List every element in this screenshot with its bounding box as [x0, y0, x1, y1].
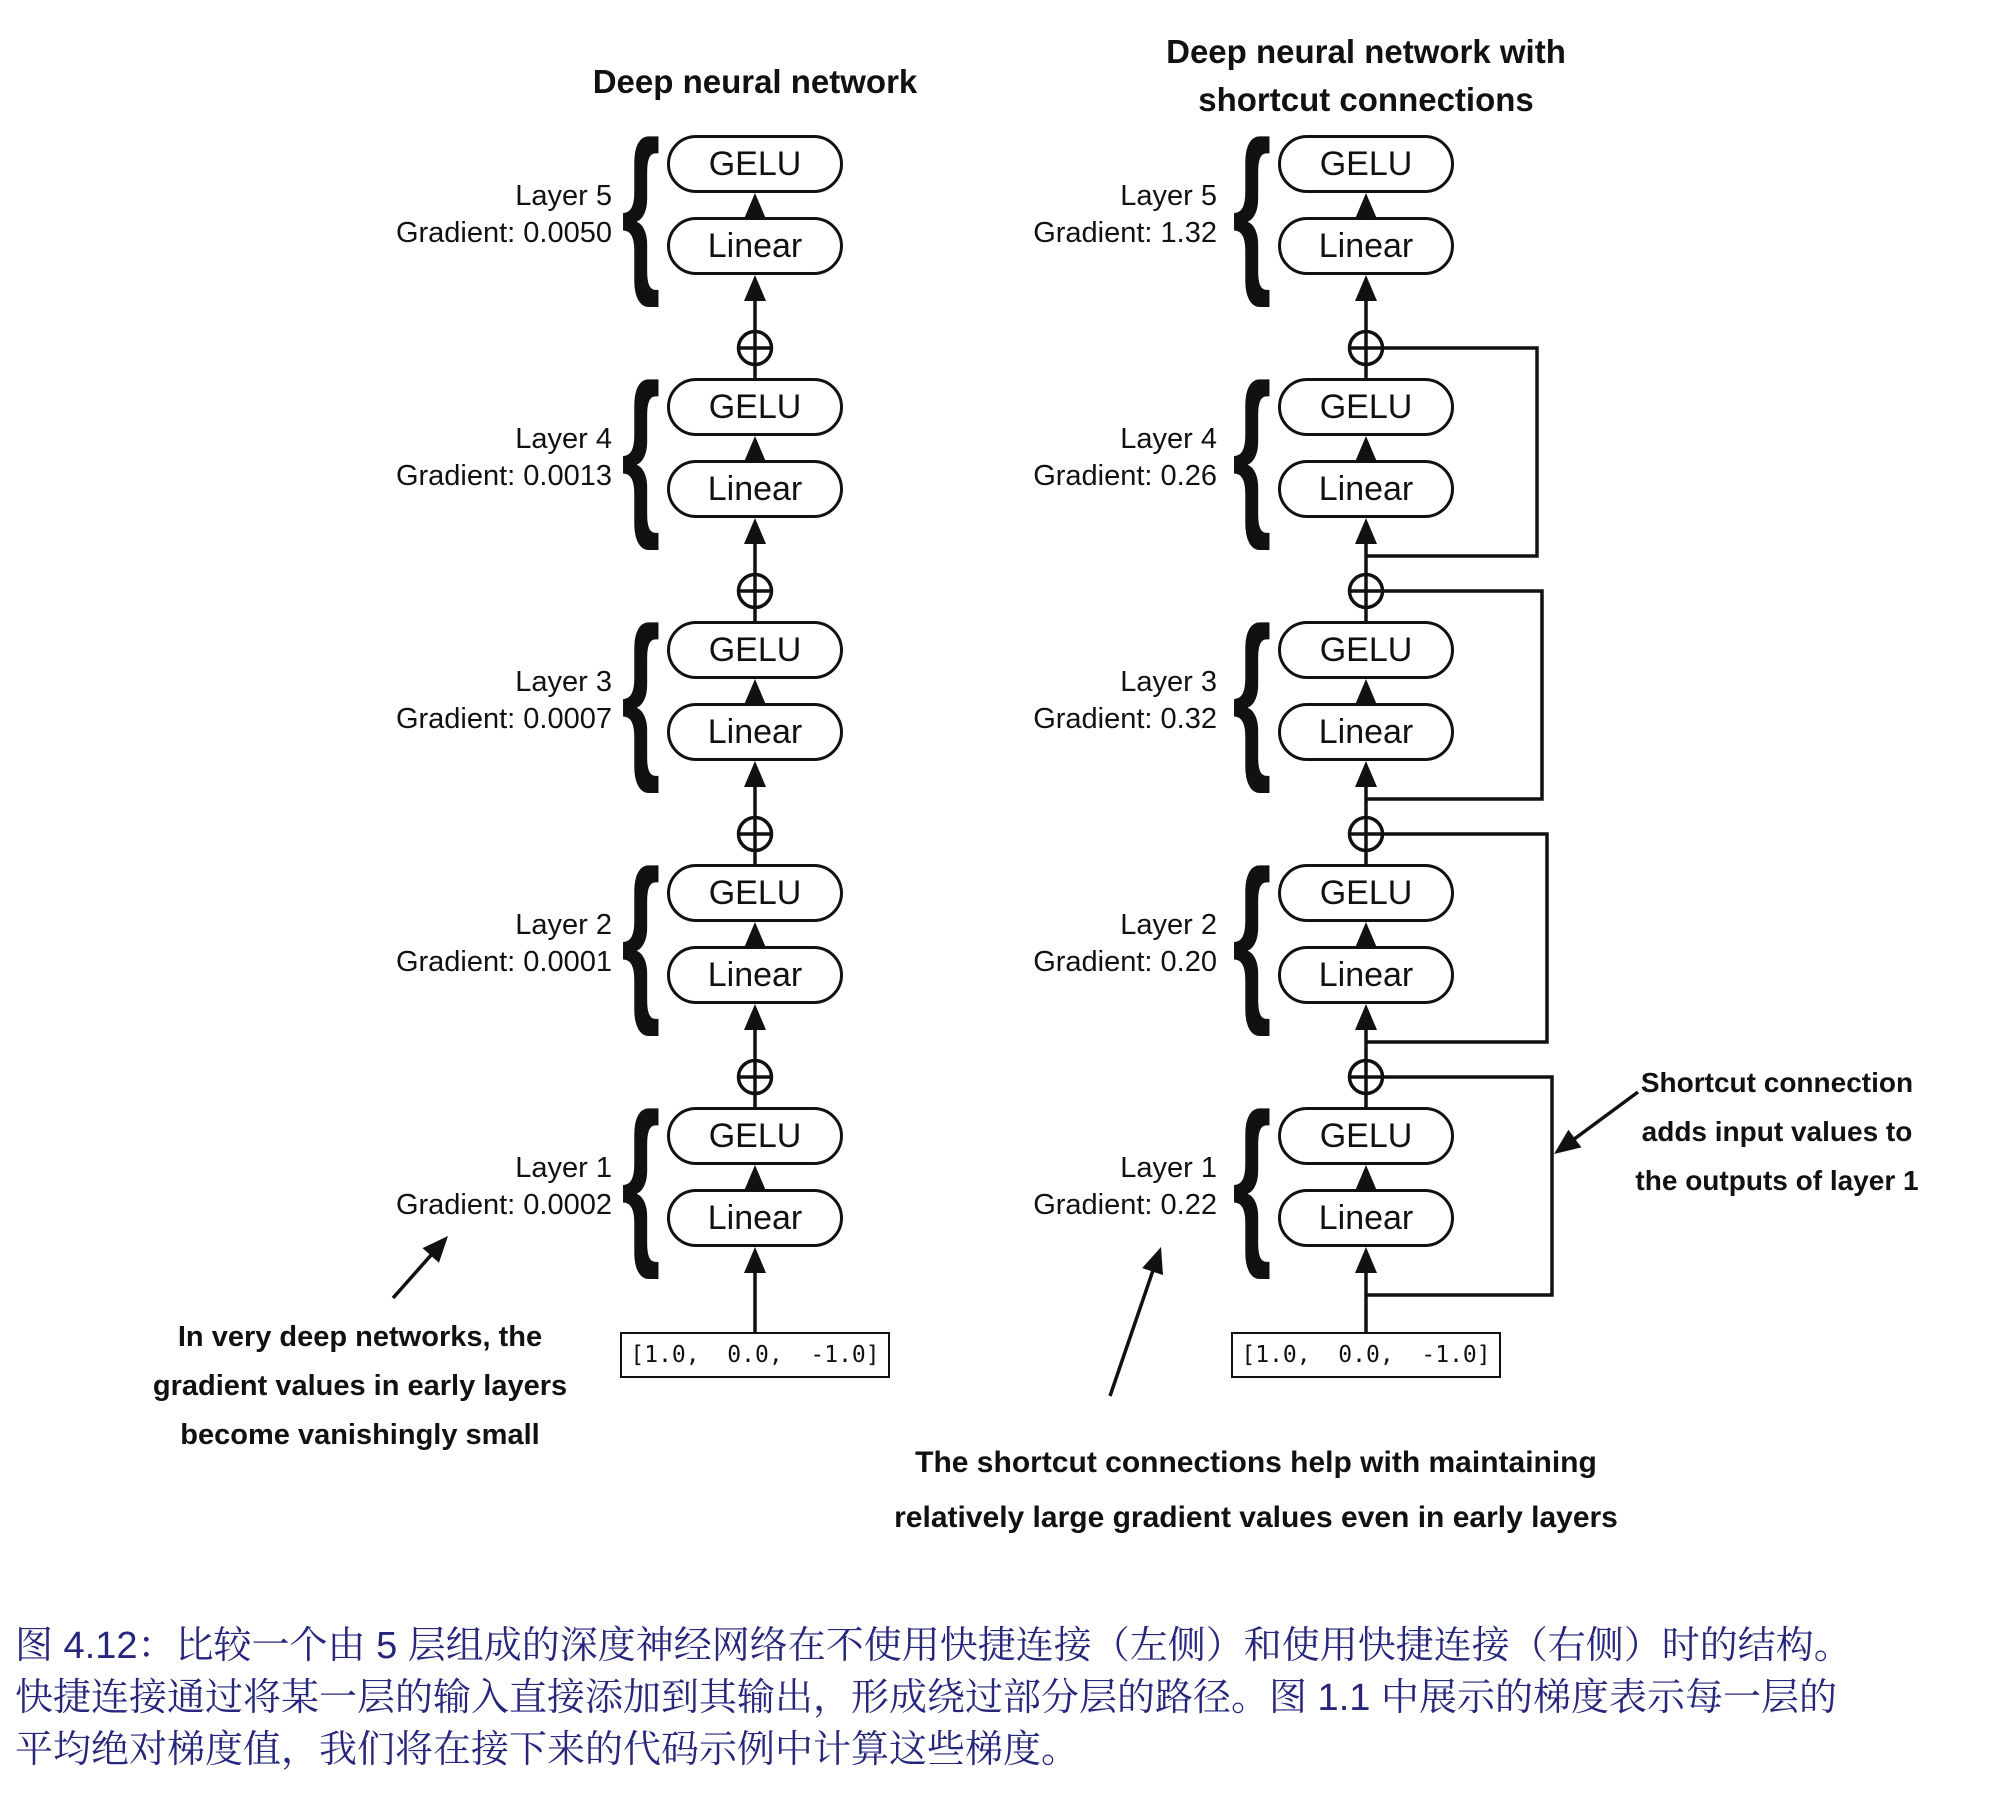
- layer-brace: {: [621, 831, 661, 1037]
- arrow-up-icon: [744, 193, 766, 219]
- arrow-up-icon: [744, 518, 766, 544]
- layer-brace: {: [1232, 588, 1272, 794]
- gradient-value-label: Gradient: 0.26: [1033, 460, 1217, 492]
- layer-brace: {: [621, 1074, 661, 1280]
- gradient-value-label: Gradient: 0.22: [1033, 1189, 1217, 1221]
- left-network-title: Deep neural network: [592, 63, 918, 100]
- right-layer-label-group: [1033, 907, 1217, 981]
- arrow-up-icon: [744, 436, 766, 462]
- arrow-up-icon: [1355, 436, 1377, 462]
- arrow-up-icon: [1355, 275, 1377, 301]
- right-gelu-box: GELU: [1278, 1107, 1454, 1165]
- right-gelu-box: GELU: [1278, 135, 1454, 193]
- layer-brace: {: [1232, 831, 1272, 1037]
- right-linear-box: Linear: [1278, 460, 1454, 518]
- layer-label: Layer 3: [1120, 666, 1217, 698]
- layer-label: Layer 4: [1120, 423, 1217, 455]
- layer-label: Layer 2: [515, 909, 612, 941]
- layer-brace: {: [621, 345, 661, 551]
- left-linear-box: Linear: [667, 217, 843, 275]
- annotation-line: Shortcut connection: [1640, 1067, 1914, 1098]
- large-gradient-annotation: [656, 1435, 1856, 1545]
- right-gelu-box: GELU: [1278, 864, 1454, 922]
- arrow-up-icon: [1355, 1004, 1377, 1030]
- layer-brace: {: [1232, 1074, 1272, 1280]
- arrow-up-icon: [1355, 922, 1377, 948]
- gradient-value-label: Gradient: 0.0001: [395, 946, 612, 978]
- right-layer-label-group: [1033, 1150, 1217, 1224]
- arrow-up-icon: [744, 1165, 766, 1191]
- layer-brace: {: [621, 588, 661, 794]
- layer-brace: {: [1232, 345, 1272, 551]
- layer-label: Layer 5: [515, 180, 612, 212]
- arrow-up-icon: [744, 679, 766, 705]
- arrow-up-icon: [1355, 679, 1377, 705]
- annotation-line: become vanishingly small: [180, 1419, 540, 1451]
- left-gelu-box: GELU: [667, 1107, 843, 1165]
- left-gelu-box: GELU: [667, 135, 843, 193]
- annotation-line: relatively large gradient values even in early layers: [894, 1501, 1618, 1534]
- caption-line: 图 4.12：比较一个由 5 层组成的深度神经网络在不使用快捷连接（左侧）和使用快捷连接（右侧）时的结构。: [15, 1625, 1852, 1667]
- annotation-line: adds input values to: [1641, 1116, 1913, 1147]
- right-linear-box: Linear: [1278, 217, 1454, 275]
- arrow-up-icon: [744, 922, 766, 948]
- right-network-title-line2: shortcut connections: [1198, 81, 1534, 118]
- left-layer-label-group: [396, 907, 612, 981]
- large-gradient-annotation-arrow-shaft: [1110, 1266, 1155, 1396]
- right-network-title-line1: Deep neural network with: [1166, 33, 1566, 70]
- layer-label: Layer 5: [1120, 180, 1217, 212]
- arrow-up-icon: [744, 275, 766, 301]
- left-gelu-box: GELU: [667, 621, 843, 679]
- vanishing-gradient-annotation: [50, 1313, 670, 1460]
- annotation-line: The shortcut connections help with maintaining: [915, 1446, 1597, 1479]
- annotation-line: gradient values in early layers: [152, 1370, 568, 1402]
- annotation-line: the outputs of layer 1: [1635, 1165, 1919, 1196]
- left-linear-box: Linear: [667, 946, 843, 1004]
- layer-label: Layer 1: [1120, 1152, 1217, 1184]
- right-layer-label-group: [1033, 664, 1217, 738]
- left-input-vector-box: [1.0, 0.0, -1.0]: [620, 1332, 890, 1378]
- layer-label: Layer 3: [515, 666, 612, 698]
- left-layer-label-group: [396, 178, 612, 252]
- left-linear-box: Linear: [667, 703, 843, 761]
- shortcut-connection-annotation: [1557, 1058, 1997, 1205]
- left-linear-box: Linear: [667, 1189, 843, 1247]
- gradient-value-label: Gradient: 0.0013: [395, 460, 612, 492]
- layer-label: Layer 1: [515, 1152, 612, 1184]
- gradient-value-label: Gradient: 0.20: [1033, 946, 1217, 978]
- caption-line: 平均绝对梯度值，我们将在接下来的代码示例中计算这些梯度。: [15, 1729, 1080, 1771]
- arrow-up-icon: [744, 761, 766, 787]
- arrow-up-icon: [1355, 761, 1377, 787]
- right-gelu-box: GELU: [1278, 621, 1454, 679]
- right-layer-label-group: [1033, 178, 1217, 252]
- gradient-value-label: Gradient: 0.0002: [395, 1189, 612, 1221]
- left-layer-label-group: [396, 1150, 612, 1224]
- arrow-up-icon: [1355, 1247, 1377, 1273]
- left-linear-box: Linear: [667, 460, 843, 518]
- large-gradient-annotation-arrow-head-icon: [1142, 1247, 1163, 1275]
- layer-label: Layer 2: [1120, 909, 1217, 941]
- right-input-vector-box: [1.0, 0.0, -1.0]: [1231, 1332, 1501, 1378]
- annotation-line: In very deep networks, the: [177, 1321, 543, 1353]
- gradient-value-label: Gradient: 0.32: [1033, 703, 1217, 735]
- arrow-up-icon: [1355, 1165, 1377, 1191]
- left-gelu-box: GELU: [667, 864, 843, 922]
- arrow-up-icon: [744, 1247, 766, 1273]
- gradient-value-label: Gradient: 0.0007: [395, 703, 612, 735]
- right-gelu-box: GELU: [1278, 378, 1454, 436]
- layer-brace: {: [621, 102, 661, 308]
- right-linear-box: Linear: [1278, 703, 1454, 761]
- gradient-value-label: Gradient: 0.0050: [395, 217, 612, 249]
- right-linear-box: Linear: [1278, 1189, 1454, 1247]
- figure-caption: [15, 1620, 2000, 1776]
- arrow-up-icon: [1355, 518, 1377, 544]
- layer-brace: {: [1232, 102, 1272, 308]
- right-layer-label-group: [1033, 421, 1217, 495]
- left-gelu-box: GELU: [667, 378, 843, 436]
- right-network-title: [1036, 28, 1696, 124]
- arrow-up-icon: [1355, 193, 1377, 219]
- caption-line: 快捷连接通过将某一层的输入直接添加到其输出，形成绕过部分层的路径。图 1.1 中展示的梯度表示每一层的: [15, 1677, 1837, 1719]
- gradient-value-label: Gradient: 1.32: [1033, 217, 1217, 249]
- right-linear-box: Linear: [1278, 946, 1454, 1004]
- left-layer-label-group: [396, 421, 612, 495]
- left-layer-label-group: [396, 664, 612, 738]
- layer-label: Layer 4: [515, 423, 612, 455]
- arrow-up-icon: [744, 1004, 766, 1030]
- vanishing-annotation-arrow-shaft: [393, 1251, 435, 1298]
